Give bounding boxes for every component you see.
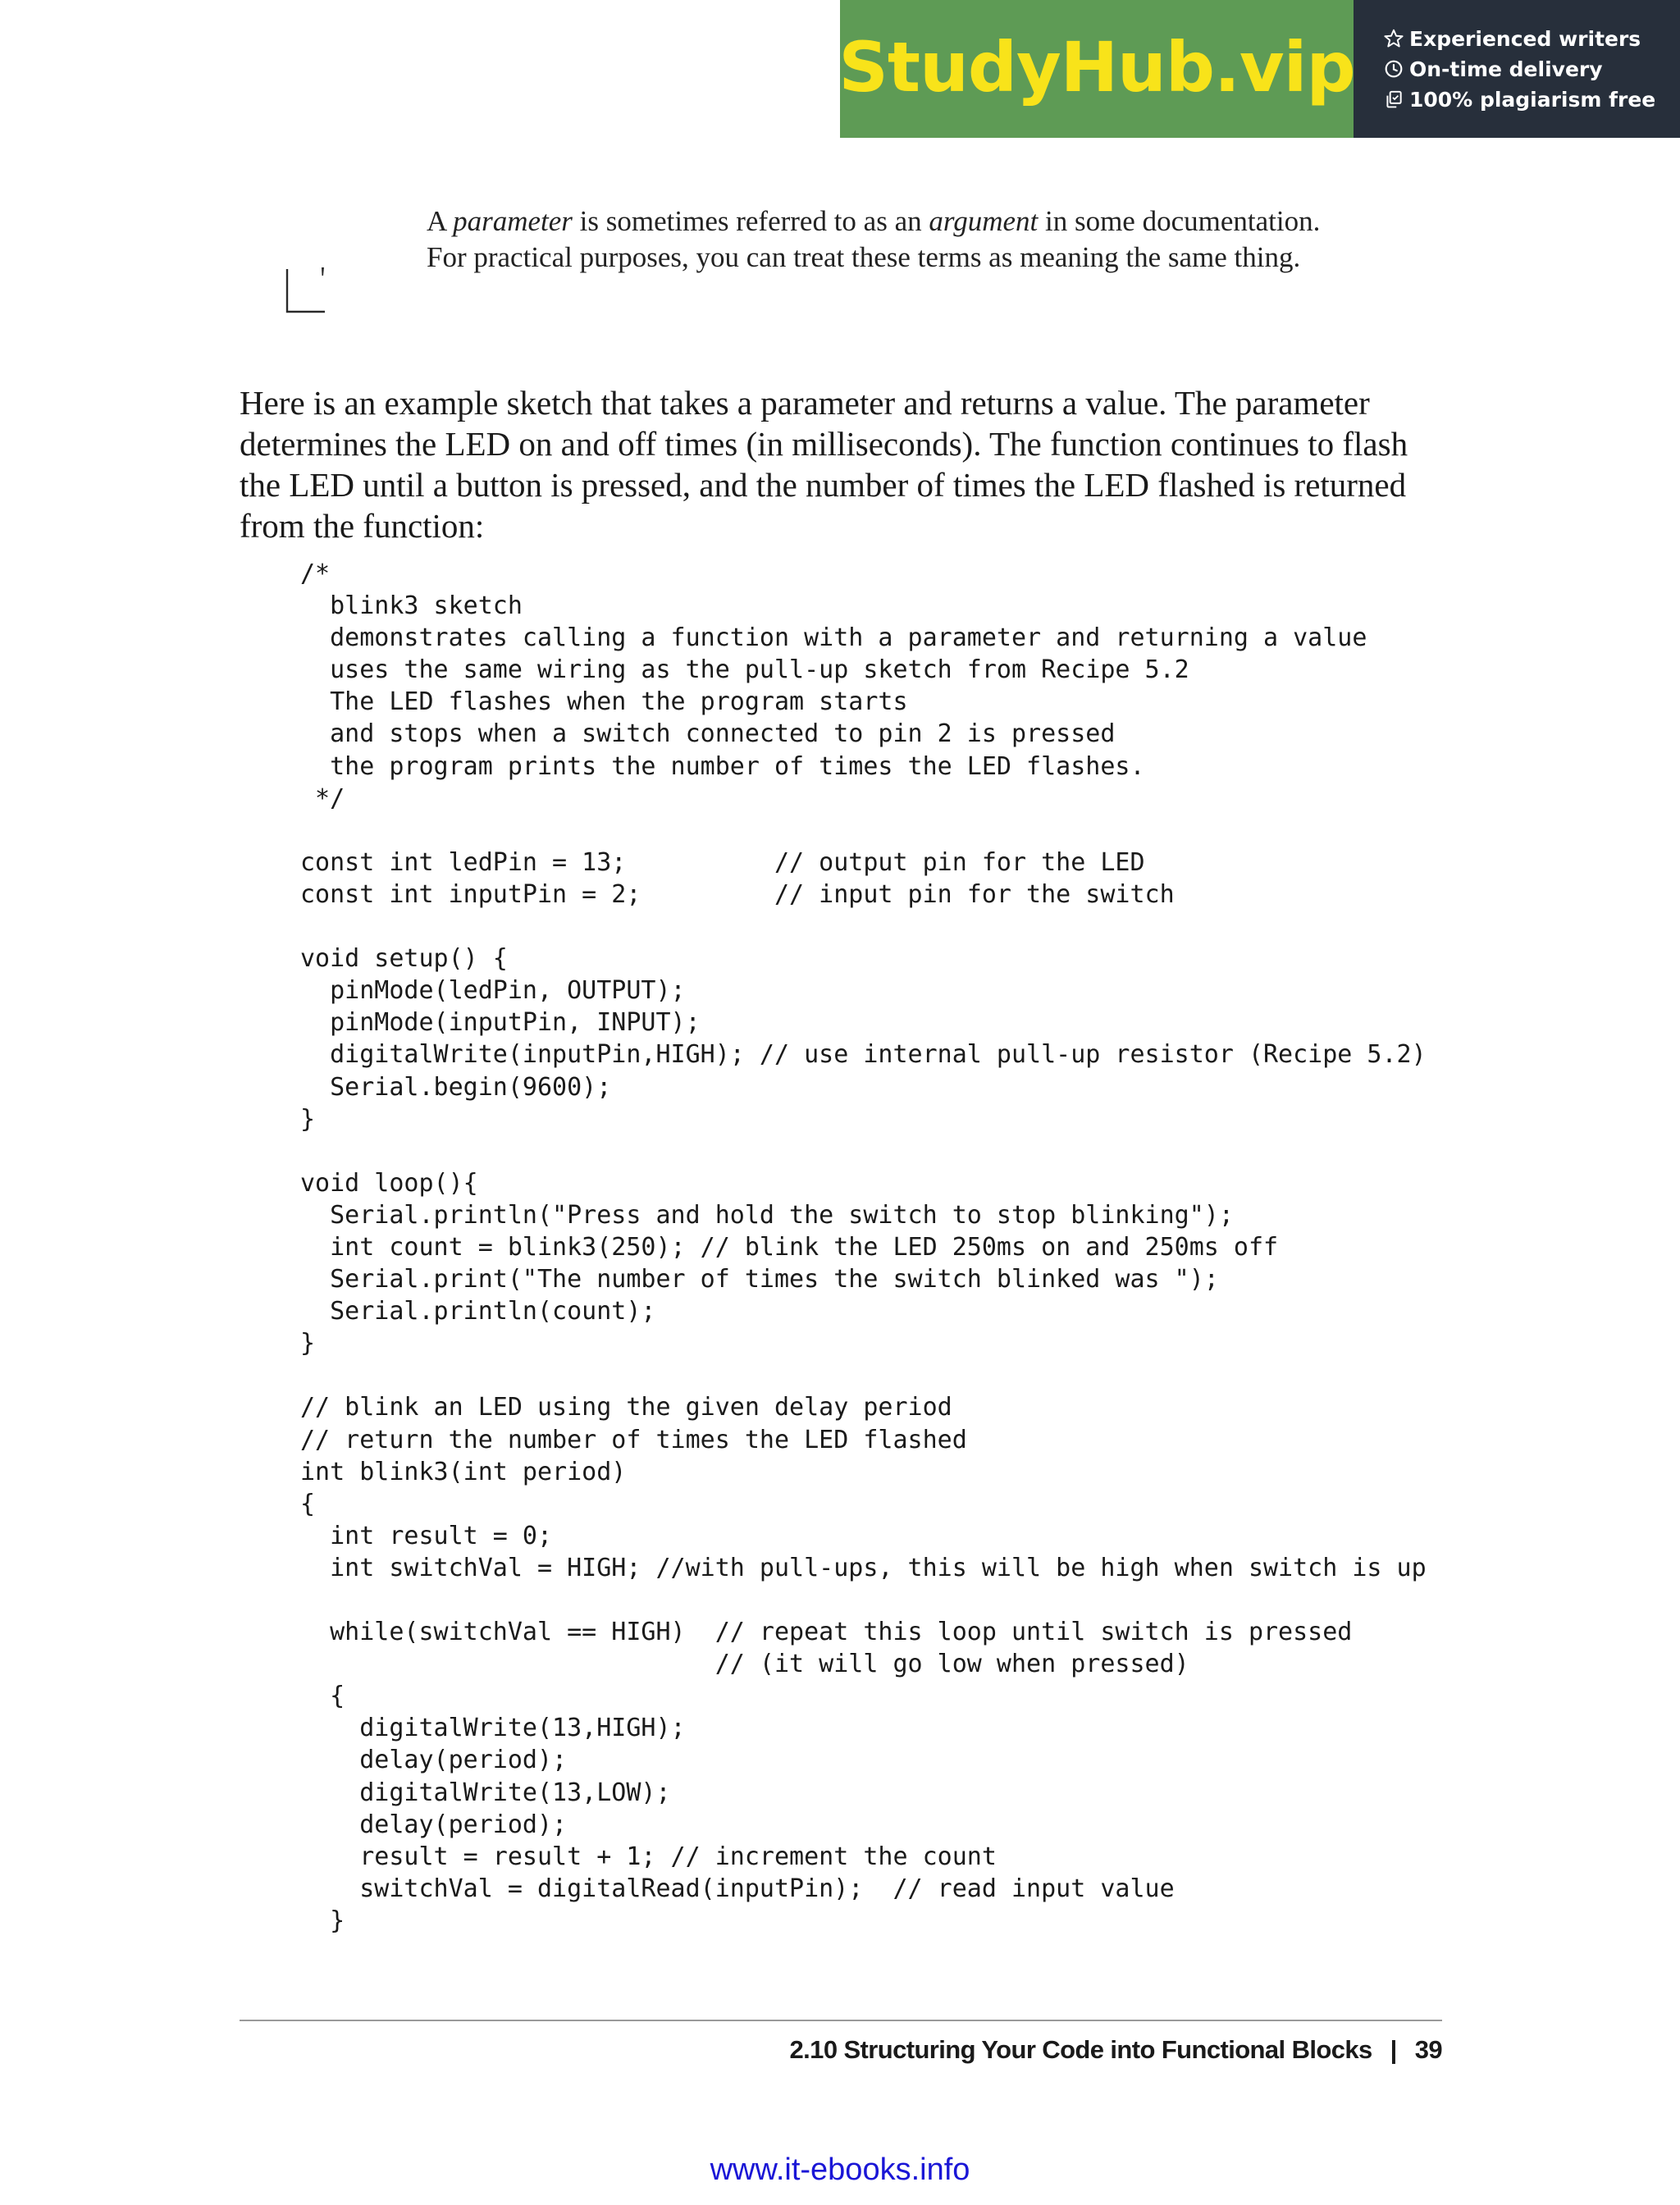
- footer-separator: |: [1390, 2035, 1397, 2064]
- code-line: while(switchVal == HIGH) // repeat this loop until switch is pressed: [300, 1618, 1353, 1647]
- code-line: digitalWrite(inputPin,HIGH); // use internal pull-up resistor (Recipe 5.2): [300, 1040, 1427, 1070]
- star-outline-icon: [1383, 28, 1404, 49]
- code-line: switchVal = digitalRead(inputPin); // read input value: [300, 1874, 1175, 1903]
- code-line: pinMode(ledPin, OUTPUT);: [300, 976, 686, 1006]
- running-footer: [790, 2031, 1442, 2069]
- code-line: {: [300, 1489, 316, 1518]
- code-line: Serial.println("Press and hold the switch to stop blinking");: [300, 1200, 1234, 1230]
- code-line: const int ledPin = 13; // output pin for the LED: [300, 847, 1145, 877]
- code-line: Serial.println(count);: [300, 1297, 656, 1326]
- code-line: int count = blink3(250); // blink the LED 250ms on and 250ms off: [300, 1232, 1279, 1262]
- code-line: delay(period);: [300, 1810, 568, 1839]
- code-line: int blink3(int period): [300, 1457, 627, 1486]
- brand-name: StudyHub.vip: [838, 27, 1355, 107]
- code-line: digitalWrite(13,HIGH);: [300, 1714, 686, 1743]
- note-pen-icon: [282, 266, 328, 317]
- code-line: and stops when a switch connected to pin 2 is pressed: [300, 719, 1116, 749]
- code-line: int switchVal = HIGH; //with pull-ups, this will be high when switch is up: [300, 1553, 1427, 1582]
- code-listing: [300, 558, 1427, 1937]
- footer-divider: [240, 2020, 1442, 2021]
- code-line: delay(period);: [300, 1746, 568, 1775]
- perk-label: On-time delivery: [1409, 57, 1603, 81]
- code-line: uses the same wiring as the pull-up sketch from Recipe 5.2: [300, 655, 1189, 685]
- code-line: const int inputPin = 2; // input pin for the switch: [300, 879, 1175, 909]
- code-line: {: [300, 1682, 345, 1711]
- perk-label: 100% plagiarism free: [1409, 87, 1656, 112]
- code-line: demonstrates calling a function with a parameter and returning a value: [300, 623, 1367, 653]
- code-line: void loop(){: [300, 1168, 478, 1198]
- code-line: digitalWrite(13,LOW);: [300, 1778, 671, 1807]
- code-line: Serial.begin(9600);: [300, 1072, 612, 1102]
- code-line: Serial.print("The number of times the switch blinked was ");: [300, 1265, 1219, 1294]
- code-line: // return the number of times the LED flashed: [300, 1425, 967, 1454]
- code-line: int result = 0;: [300, 1521, 553, 1550]
- ad-banner[interactable]: [840, 0, 1680, 138]
- code-line: }: [300, 1329, 316, 1358]
- clock-icon: [1383, 58, 1404, 80]
- code-line: // (it will go low when pressed): [300, 1650, 1189, 1679]
- term-argument: argument: [929, 205, 1039, 237]
- code-line: }: [300, 1104, 316, 1134]
- perk-item: [1383, 57, 1680, 81]
- brand-logo[interactable]: [840, 0, 1354, 138]
- perk-item: [1383, 27, 1680, 51]
- intro-paragraph: Here is an example sketch that takes a parameter and returns a value. The parameter determines the LED on and off times (in milliseconds). The function continues to flash the LED until a button is pressed, and the number of times the LED flashed is returned from the function:: [240, 384, 1408, 545]
- code-line: // blink an LED using the given delay period: [300, 1393, 952, 1422]
- perk-label: Experienced writers: [1409, 26, 1641, 51]
- code-line: The LED flashes when the program starts: [300, 687, 908, 717]
- code-line: */: [300, 783, 345, 813]
- code-line: void setup() {: [300, 944, 508, 974]
- code-line: result = result + 1; // increment the count: [300, 1842, 997, 1871]
- page-number: 39: [1414, 2035, 1442, 2064]
- source-link[interactable]: www.it-ebooks.info: [710, 2152, 970, 2187]
- code-line: blink3 sketch: [300, 591, 523, 621]
- copy-document-icon: [1383, 89, 1404, 110]
- section-title: 2.10 Structuring Your Code into Functional Blocks: [789, 2035, 1372, 2064]
- code-line: /*: [300, 559, 331, 588]
- perk-item: [1383, 88, 1680, 112]
- code-line: }: [300, 1906, 345, 1935]
- code-line: pinMode(inputPin, INPUT);: [300, 1008, 701, 1038]
- term-parameter: parameter: [453, 205, 573, 237]
- perks-list: [1354, 0, 1680, 138]
- note-text: A parameter is sometimes referred to as an argument in some documentation. For practical purposes, you can treat these terms as meaning the same thing.: [427, 205, 1321, 273]
- code-line: the program prints the number of times the LED flashes.: [300, 751, 1145, 781]
